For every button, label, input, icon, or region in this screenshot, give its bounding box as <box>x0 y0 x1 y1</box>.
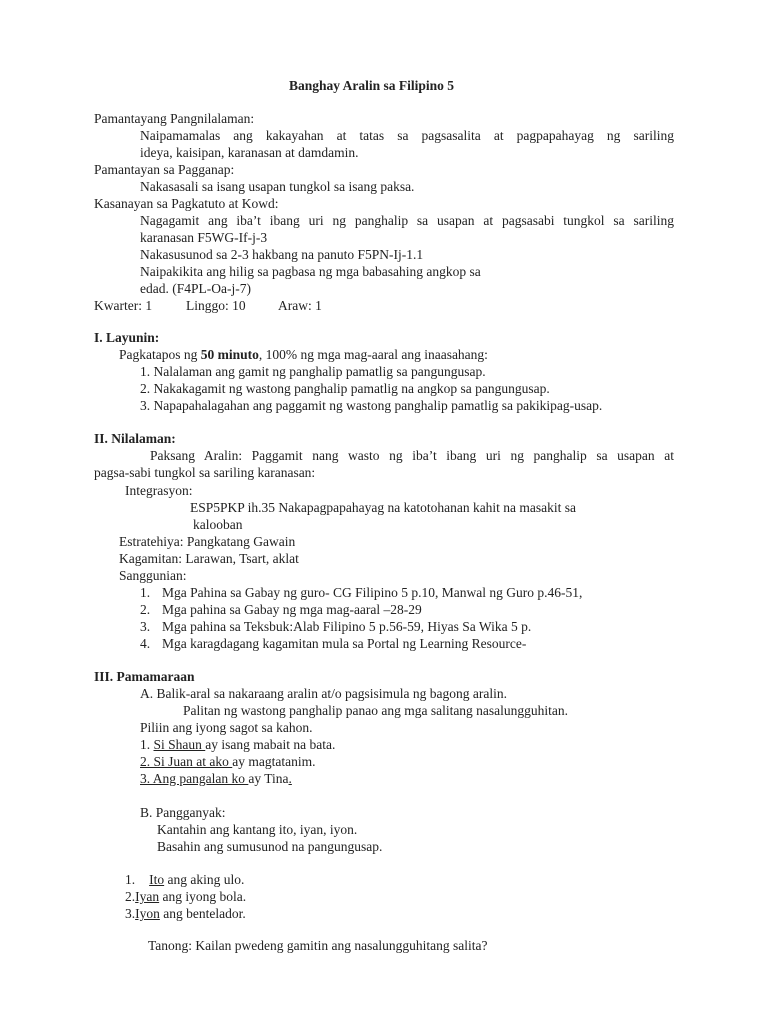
sanggunian-item-2: 2. Mga pahina sa Gabay ng mga mag-aaral –28-29 <box>140 602 422 617</box>
pamantayang-pangnilalaman-label: Pamantayang Pangnilalaman: <box>94 111 255 126</box>
sanggunian-item-1: 1. Mga Pahina sa Gabay ng guro- CG Filipino 5 p.10, Manwal ng Guro p.46-51, <box>140 585 583 600</box>
kagamitan-text: Kagamitan: Larawan, Tsart, aklat <box>119 551 299 566</box>
pangganyak-item-3: 3.Iyon ang bentelador. <box>125 906 246 921</box>
pamamaraan-heading: III. Pamamaraan <box>94 669 195 684</box>
balik-aral-item-3: 3. Ang pangalan ko ay Tina. <box>140 771 292 786</box>
pamamaraan-a-instruction-1: Palitan ng wastong panghalip panao ang mga salitang nasalungguhitan. <box>183 703 569 718</box>
kwarter-text: Kwarter: 1 <box>94 298 153 313</box>
kasanayan-item-3-line-1: Naipakikita ang hilig sa pagbasa ng mga babasahing angkop sa <box>140 264 481 279</box>
araw-text: Araw: 1 <box>278 298 322 313</box>
kasanayan-item-3-line-2: edad. (F4PL-Oa-j-7) <box>140 281 251 296</box>
estratehiya-text: Estratehiya: Pangkatang Gawain <box>119 534 296 549</box>
nilalaman-heading: II. Nilalaman: <box>94 431 176 446</box>
layunin-item-1: 1. Nalalaman ang gamit ng panghalip pamatlig sa pangungusap. <box>140 364 486 379</box>
pamamaraan-a-label: A. Balik-aral sa nakaraang aralin at/o pagsisimula ng bagong aralin. <box>140 686 507 701</box>
integrasyon-line-2: kalooban <box>193 517 243 532</box>
pamantayan-sa-pagganap-label: Pamantayan sa Pagganap: <box>94 162 235 177</box>
balik-aral-item-1: 1. Si Shaun ay isang mabait na bata. <box>140 737 336 752</box>
layunin-heading: I. Layunin: <box>94 330 160 345</box>
pamantayang-pangnilalaman-text-1: Naipamamalas ang kakayahan at tatas sa pagsasalita at pagpapahayag ng sariling <box>140 128 674 143</box>
balik-aral-item-2: 2. Si Juan at ako ay magtatanim. <box>140 754 316 769</box>
kasanayan-item-1-line-2: karanasan F5WG-If-j-3 <box>140 230 268 245</box>
pamantayang-pangnilalaman-text-2: ideya, kaisipan, karanasan at damdamin. <box>140 145 359 160</box>
pangganyak-line-1: Kantahin ang kantang ito, iyan, iyon. <box>157 822 358 837</box>
document-title: Banghay Aralin sa Filipino 5 <box>289 78 455 93</box>
pangganyak-label: B. Pangganyak: <box>140 805 226 820</box>
layunin-intro: Pagkatapos ng 50 minuto, 100% ng mga mag-aaral ang inaasahang: <box>119 347 488 362</box>
kasanayan-label: Kasanayan sa Pagkatuto at Kowd: <box>94 196 279 211</box>
pamamaraan-a-instruction-2: Piliin ang iyong sagot sa kahon. <box>140 720 313 735</box>
kasanayan-item-2: Nakasusunod sa 2-3 hakbang na panuto F5PN-Ij-1.1 <box>140 247 424 262</box>
linggo-text: Linggo: 10 <box>186 298 246 313</box>
kasanayan-item-1-line-1: Nagagamit ang iba’t ibang uri ng panghalip sa usapan at pagsasabi tungkol sa sariling <box>140 213 674 228</box>
integrasyon-line-1: ESP5PKP ih.35 Nakapagpapahayag na katotohanan kahit na masakit sa <box>190 500 577 515</box>
pangganyak-item-1: 1. Ito ang aking ulo. <box>125 872 245 887</box>
layunin-item-2: 2. Nakakagamit ng wastong panghalip pamatlig na angkop sa pangungusap. <box>140 381 550 396</box>
paksang-aralin-line-1: Paksang Aralin: Paggamit nang wasto ng iba’t ibang uri ng panghalip sa usapan at <box>150 448 674 463</box>
sanggunian-item-3: 3. Mga pahina sa Teksbuk:Alab Filipino 5 p.56-59, Hiyas Sa Wika 5 p. <box>140 619 532 634</box>
integrasyon-label: Integrasyon: <box>125 483 193 498</box>
pangganyak-item-2: 2.Iyan ang iyong bola. <box>125 889 247 904</box>
layunin-item-3: 3. Napapahalagahan ang paggamit ng wastong panghalip pamatlig sa pakikipag-usap. <box>140 398 603 413</box>
sanggunian-label: Sanggunian: <box>119 568 187 583</box>
tanong-text: Tanong: Kailan pwedeng gamitin ang nasalungguhitang salita? <box>148 938 488 953</box>
paksang-aralin-line-2: pagsa-sabi tungkol sa sariling karanasan: <box>94 465 316 480</box>
sanggunian-item-4: 4. Mga karagdagang kagamitan mula sa Portal ng Learning Resource- <box>140 636 527 651</box>
pamantayan-sa-pagganap-text: Nakasasali sa isang usapan tungkol sa isang paksa. <box>140 179 415 194</box>
pangganyak-line-2: Basahin ang sumusunod na pangungusap. <box>157 839 383 854</box>
